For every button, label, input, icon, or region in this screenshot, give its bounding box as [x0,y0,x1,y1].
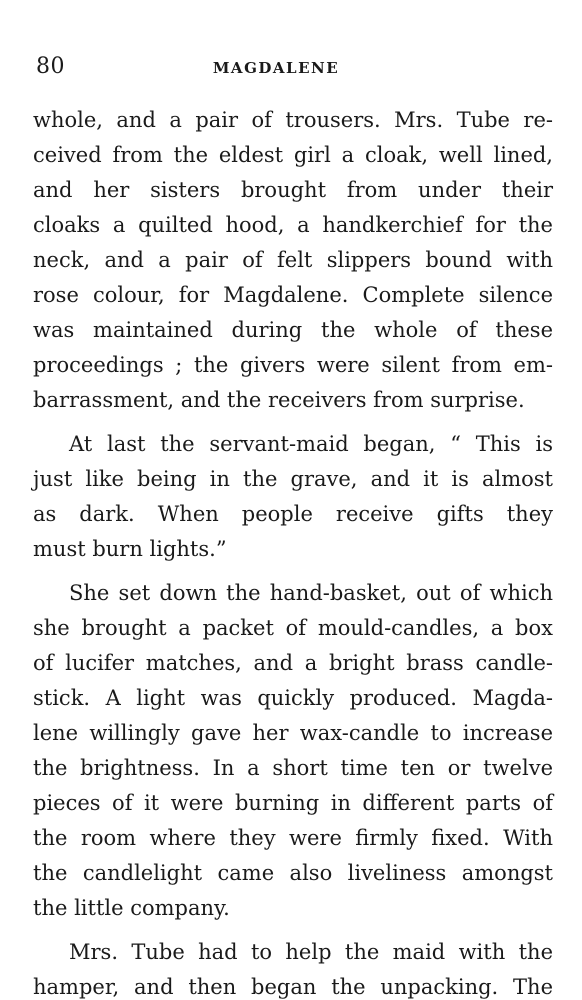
text-line: of lucifer matches, and a bright brass candle- [33,651,553,675]
text-line: At last the servant-maid began, “ This is [69,432,553,456]
paragraph-gap [33,418,553,427]
text-line: cloaks a quilted hood, a handkerchief for the [33,213,553,237]
paragraph [33,576,553,926]
paragraph-gap [33,926,553,935]
text-line: barrassment, and the receivers from surprise. [33,388,525,412]
text-line: was maintained during the whole of these [33,318,553,342]
text-line: and her sisters brought from under their [33,178,553,202]
paragraph-gap [33,567,553,576]
page-header [36,54,556,84]
page-number: 80 [36,54,65,79]
paragraph [33,935,553,1000]
text-line: ceived from the eldest girl a cloak, well lined, [33,143,553,167]
text-line: hamper, and then began the unpacking. The [33,975,553,999]
text-line: whole, and a pair of trousers. Mrs. Tube re- [33,108,553,132]
text-line: rose colour, for Magdalene. Complete silence [33,283,553,307]
text-line: neck, and a pair of felt slippers bound with [33,248,553,272]
text-line: the brightness. In a short time ten or twelve [33,756,553,780]
text-line: as dark. When people receive gifts they [33,502,553,526]
text-line: lene willingly gave her wax-candle to increase [33,721,553,745]
text-line: stick. A light was quickly produced. Magda- [33,686,553,710]
text-line: pieces of it were burning in different parts of [33,791,553,815]
text-line: the little company. [33,896,230,920]
page-body [33,103,553,1000]
text-line: She set down the hand-basket, out of which [69,581,553,605]
text-line: proceedings ; the givers were silent from em- [33,353,553,377]
text-line: just like being in the grave, and it is almost [33,467,553,491]
text-line: must burn lights.” [33,537,227,561]
paragraph [33,103,553,418]
running-title: MAGDALENE [212,59,340,77]
text-line: the candlelight came also liveliness amongst [33,861,553,885]
text-line: the room where they were firmly fixed. With [33,826,553,850]
text-line: she brought a packet of mould-candles, a box [33,616,553,640]
text-line: Mrs. Tube had to help the maid with the [69,940,553,964]
paragraph [33,427,553,567]
